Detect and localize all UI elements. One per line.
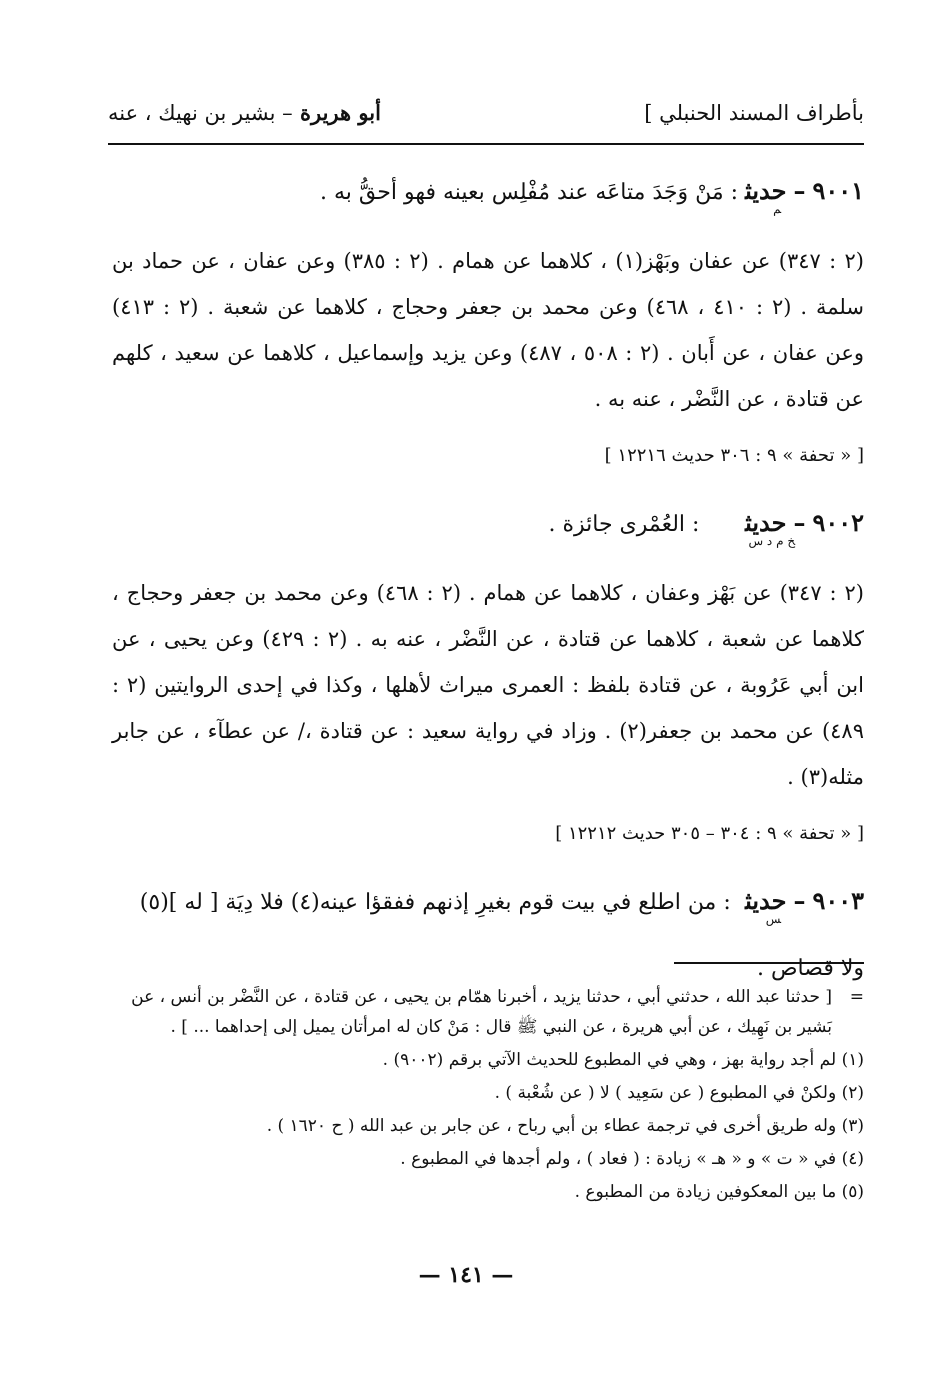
- hadith-keyword: حديث: [745, 508, 787, 537]
- hadith-matn: : العُمْرى جائزة .: [548, 512, 700, 537]
- footnote-5: (٥) ما بين المعكوفين زيادة من المطبوع .: [574, 1182, 864, 1202]
- hadith-entry: [112, 876, 864, 994]
- page-number: — ١٤١ —: [418, 1262, 514, 1288]
- hadith-sigla: س: [765, 912, 782, 926]
- hadith-number: ٩٠٠٢: [812, 508, 864, 537]
- main-text: [112, 166, 864, 994]
- footnote-1: (١) لم أجد رواية بهز ، وهي في المطبوع للحديث الآتي برقم (٩٠٠٢) .: [382, 1050, 864, 1070]
- hadith-isnad: (٢ : ٣٤٧) عن بَهْز وعفان ، كلاهما عن همام . (٢ : ٤٦٨) وعن محمد بن جعفر وحجاج ، كلاهما عن شعبة ، كلاهما عن قتادة ، عن النَّضْر ، عنه به . (٢ : ٤٢٩) وعن يحيى ، عن ابن أبي عَرُوبة ، عن قتادة بلفظ : العمرى ميراث لأهلها ، وكذا في إحدى الروايتين (٢ : ٤٨٩) عن محمد بن جعفر(٢) . وزاد في رواية سعيد : عن قتادة ،/ عن عطآء ، عن جابر مثله(٣) .: [112, 581, 864, 789]
- header-section-name: أبو هريرة: [300, 100, 381, 125]
- hadith-entry: [112, 166, 864, 472]
- hadith-heading: [112, 876, 864, 994]
- hadith-entry: [112, 498, 864, 850]
- hadith-dash: –: [793, 176, 806, 205]
- hadith-keyword: حديث: [745, 176, 787, 205]
- hadith-heading: [112, 166, 864, 234]
- continuation-text: [ حدثنا عبد الله ، حدثني أبي ، حدثنا يزيد ، أخبرنا همّام بن يحيى ، عن قتادة ، عن النَّضْر بن أنس ، عن بَشير بن نَهِيك ، عن أبي هريرة ، عن النبي ﷺ قال : مَنْ كان له امرأتان يميل إلى إحداهما ... ] .: [131, 987, 832, 1037]
- tuhfa-reference: [ « تحفة » ٩ : ٣٠٦ حديث ١٢٢١٦ ]: [604, 445, 864, 466]
- hadith-heading: [112, 498, 864, 566]
- header-book-title: بأطراف المسند الحنبلي ]: [644, 101, 864, 125]
- hadith-number: ٩٠٠١: [812, 176, 864, 205]
- hadith-matn: : من اطلع في بيت قوم بغيرِ إذنهم ففقؤا عينه(٤) فلا دِيَة [ له ](٥) ولا قصاص .: [139, 890, 864, 981]
- footnote-4: (٤) في « ت » و « هـ » زيادة : ( فعاد ) ، ولم أجدها في المطبوع .: [400, 1149, 864, 1169]
- header-section-title: [108, 100, 381, 125]
- footnote-2: (٢) ولكنْ في المطبوع ( عن سَعِيد ) لا ( عن شُعْبة ) .: [494, 1083, 864, 1103]
- header-section-subtitle: – بشير بن نهيك ، عنه: [108, 101, 293, 125]
- footnote-3: (٣) وله طريق أخرى في ترجمة عطاء بن أبي رباح ، عن جابر بن عبد الله ( ح ١٦٢٠ ) .: [266, 1116, 864, 1136]
- hadith-number: ٩٠٠٣: [812, 886, 864, 915]
- hadith-dash: –: [793, 508, 806, 537]
- hadith-sigla: م: [773, 202, 782, 216]
- hadith-isnad: (٢ : ٣٤٧) عن عفان وبَهْز(١) ، كلاهما عن همام . (٢ : ٣٨٥) وعن عفان ، عن حماد بن سلمة . (٢ : ٤١٠ ، ٤٦٨) وعن محمد بن جعفر وحجاج ، كلاهما عن شعبة . (٢ : ٤١٣) وعن عفان ، عن أَبان . (٢ : ٥٠٨ ، ٤٨٧) وعن يزيد وإسماعيل ، كلاهما عن سعيد ، كلهم عن قتادة ، عن النَّضْر ، عنه به .: [112, 249, 864, 411]
- continuation-mark: =: [849, 987, 864, 1007]
- footnote-continuation: [110, 982, 864, 1042]
- hadith-keyword: حديث: [745, 886, 787, 915]
- header-rule: [108, 143, 864, 145]
- tuhfa-reference: [ « تحفة » ٩ : ٣٠٤ – ٣٠٥ حديث ١٢٢١٢ ]: [555, 823, 864, 844]
- hadith-matn: : مَنْ وَجَدَ متاعَه عند مُفْلِس بعينه فهو أحقُّ به .: [320, 180, 739, 205]
- hadith-dash: –: [793, 886, 806, 915]
- running-header: [108, 100, 864, 125]
- hadith-sigla: خ م د س: [748, 534, 796, 548]
- footnote-rule: [674, 962, 864, 964]
- footnotes: [110, 982, 864, 1210]
